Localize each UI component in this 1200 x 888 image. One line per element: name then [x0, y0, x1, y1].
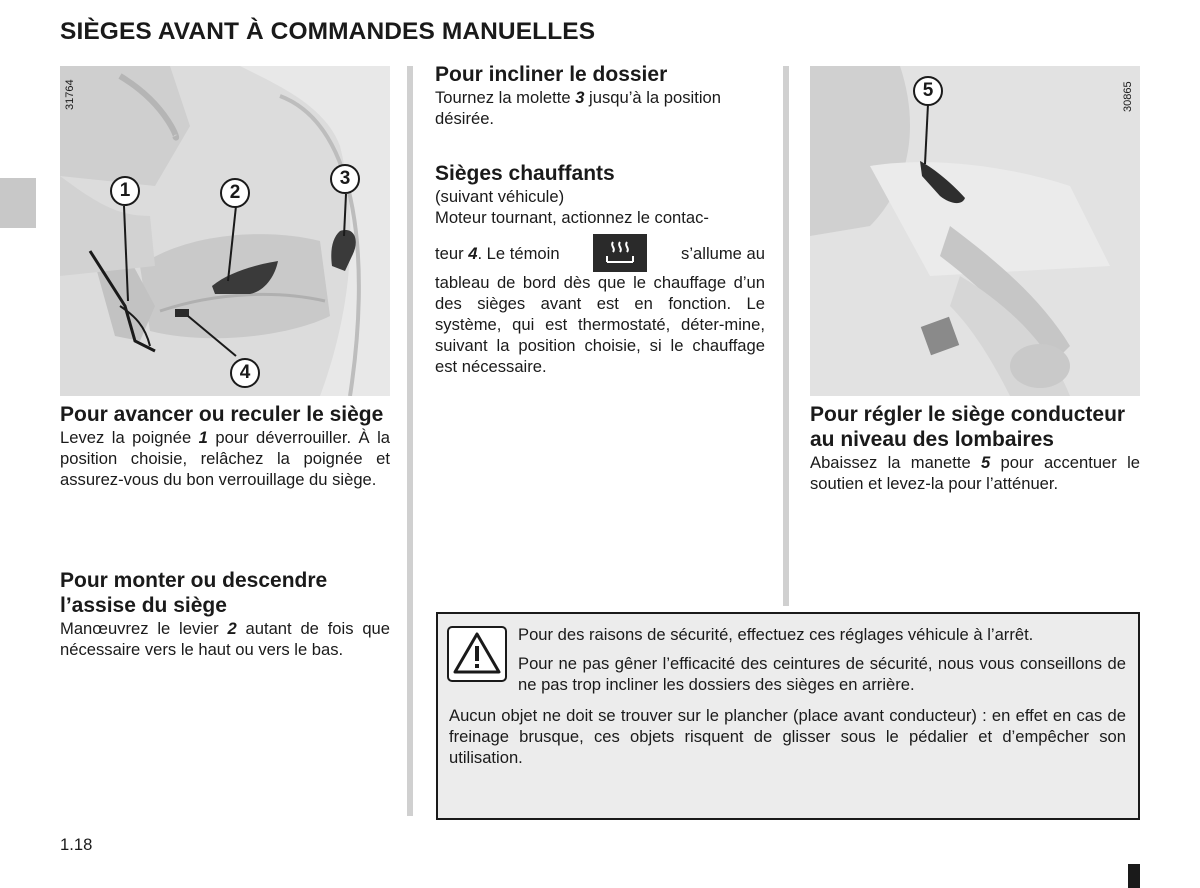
- callout-1: 1: [110, 176, 140, 206]
- section-text: tableau de bord dès que le chauffage d’un des sièges avant est en fonction. Le système, qui est thermostaté, déter-mine, suivant la position choisie, si le chauffage est nécessaire.: [435, 273, 765, 376]
- column-divider: [407, 66, 413, 816]
- section-text: Tournez la molette 3 jusqu’à la position désirée.: [435, 88, 721, 128]
- section-lombaires: [810, 402, 1140, 494]
- seat-controls-photo: [60, 66, 390, 396]
- warning-icon: [447, 626, 507, 682]
- section-heading: Pour régler le siège conducteur au niveau des lombaires: [810, 403, 1126, 451]
- section-incliner: [435, 62, 765, 129]
- page-marker: [1128, 864, 1140, 888]
- callout-4: 4: [230, 358, 260, 388]
- warning-text: Pour ne pas gêner l’efficacité des ceintures de sécurité, nous vous conseillons de ne pas trop incliner les dossiers des sièges en arrière.: [518, 654, 1126, 694]
- section-chauffants: [435, 161, 765, 377]
- column-divider: [783, 66, 789, 606]
- photo-reference: 30865: [1122, 81, 1134, 112]
- lumbar-illustration: [810, 66, 1140, 396]
- photo-reference: 31764: [64, 79, 76, 110]
- section-heading: Pour monter ou descendre l’assise du siège: [60, 569, 328, 617]
- page-number: 1.18: [60, 835, 93, 854]
- seat-heating-indicator-icon: [593, 234, 647, 272]
- section-avancer: [60, 402, 390, 490]
- seat-illustration: [60, 66, 390, 396]
- callout-5: 5: [913, 76, 943, 106]
- section-text-line: teur 4. Le témoin s’allume au: [435, 234, 765, 272]
- section-text: Abaissez la manette 5 pour accentuer le soutien et levez-la pour l’atténuer.: [810, 453, 1140, 493]
- warning-text: Pour des raisons de sécurité, effectuez ces réglages véhicule à l’arrêt.: [518, 625, 1034, 644]
- section-tab: [0, 178, 36, 228]
- section-heading: Sièges chauffants: [435, 162, 615, 185]
- page-title: SIÈGES AVANT À COMMANDES MANUELLES: [60, 18, 596, 45]
- callout-3: 3: [330, 164, 360, 194]
- section-heading: Pour avancer ou reculer le siège: [60, 403, 384, 426]
- section-text: Levez la poignée 1 pour déverrouiller. À la position choisie, relâchez la poignée et assurez-vous du bon verrouillage du siège.: [60, 428, 390, 489]
- warning-text: Aucun objet ne doit se trouver sur le plancher (place avant conducteur) : en effet en cas de freinage brusque, ces objets risquent de glisser sous le pédalier et d’empêcher son utilisation.: [449, 706, 1126, 767]
- section-subtitle: (suivant véhicule): [435, 187, 565, 206]
- section-heading: Pour incliner le dossier: [435, 63, 668, 86]
- lumbar-control-photo: [810, 66, 1140, 396]
- callout-2: 2: [220, 178, 250, 208]
- section-text: Manœuvrez le levier 2 autant de fois que nécessaire vers le haut ou vers le bas.: [60, 619, 391, 659]
- section-monter: [60, 568, 390, 660]
- section-text: Moteur tournant, actionnez le contac-: [435, 208, 709, 227]
